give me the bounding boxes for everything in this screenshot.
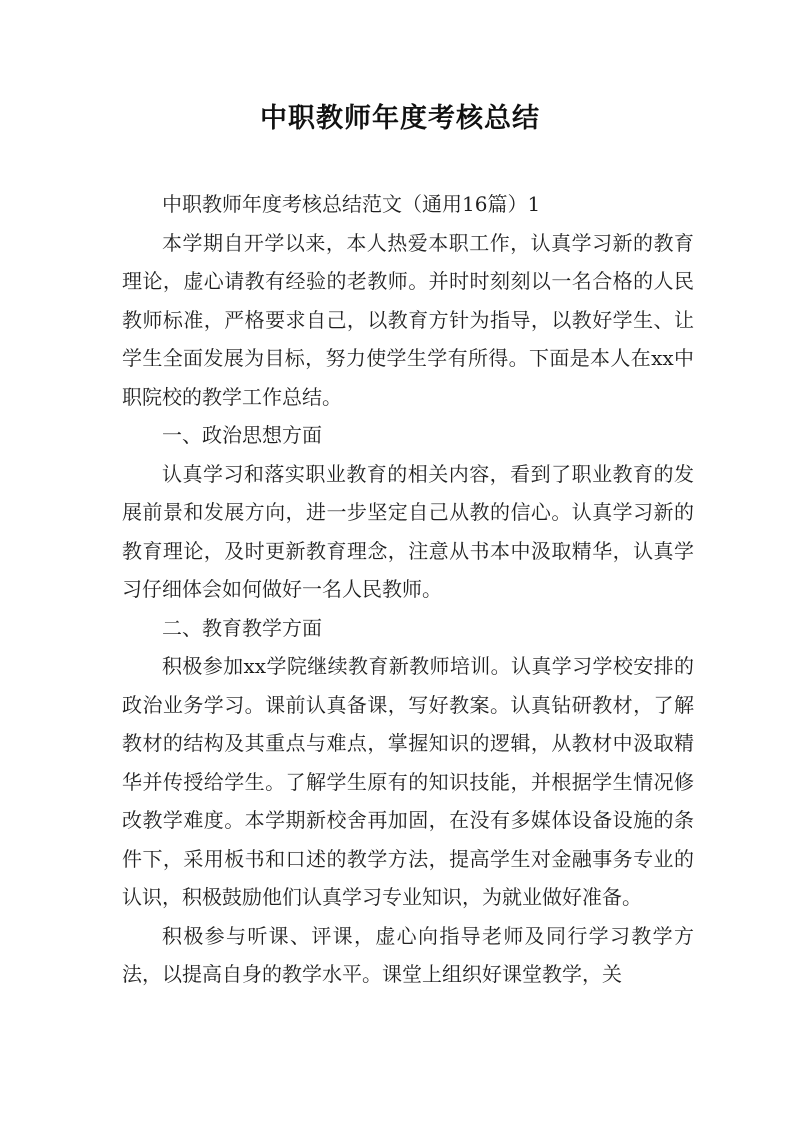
document-body — [122, 185, 694, 994]
section-heading-politics: 一、政治思想方面 — [162, 423, 322, 447]
subtitle-paragraph: 中职教师年度考核总结范文（通用16篇）1 — [162, 192, 541, 216]
teaching-paragraph: 积极参加xx学院继续教育新教师培训。认真学习学校安排的政治业务学习。课前认真备课，写好教案。认真钻研教材，了解教材的结构及其重点与难点，掌握知识的逻辑，从教材中汲取精华并传授给学生。了解学生原有的知识技能，并根据学生情况修改教学难度。本学期新校舍再加固，在没有多媒体设备设施的条件下，采用板书和口述的教学方法，提高学生对金融事务专业的认识，积极鼓励他们认真学习专业知识，为就业做好准备。 — [122, 654, 694, 909]
lesson-observation-paragraph: 积极参与听课、评课，虚心向指导老师及同行学习教学方法，以提高自身的教学水平。课堂上组织好课堂教学，关 — [122, 923, 694, 986]
politics-paragraph: 认真学习和落实职业教育的相关内容，看到了职业教育的发展前景和发展方向，进一步坚定自己从教的信心。认真学习新的教育理论，及时更新教育理念，注意从书本中汲取精华，认真学习仔细体会如何做好一名人民教师。 — [122, 461, 694, 601]
document-title: 中职教师年度考核总结 — [260, 103, 540, 134]
intro-paragraph: 本学期自开学以来，本人热爱本职工作，认真学习新的教育理论，虚心请教有经验的老教师。并时时刻刻以一名合格的人民教师标准，严格要求自己，以教育方针为指导，以教好学生、让学生全面发展为目标，努力使学生学有所得。下面是本人在xx中职院校的教学工作总结。 — [122, 230, 694, 409]
section-heading-teaching: 二、教育教学方面 — [162, 615, 322, 640]
